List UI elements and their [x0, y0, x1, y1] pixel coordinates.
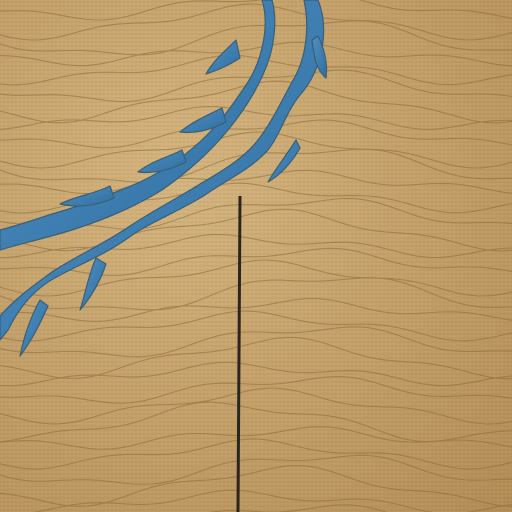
vertical-ink-line: [238, 196, 240, 512]
